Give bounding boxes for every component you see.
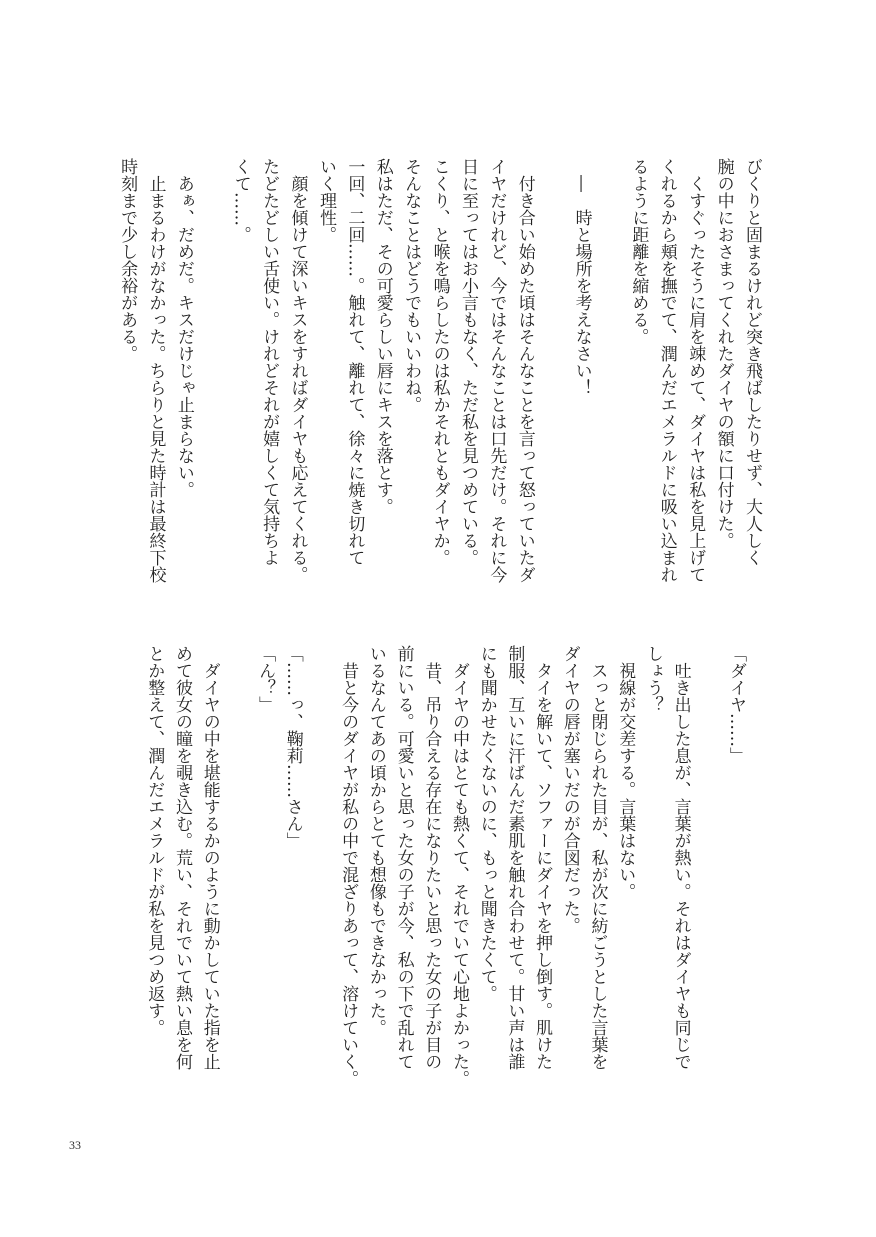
text-column: しょう？ — [642, 645, 663, 713]
text-column: 制服、互いに汗ばんだ素肌を触れ合わせて。甘い声は誰 — [504, 645, 525, 1070]
text-column: 「ん？」 — [255, 645, 276, 713]
text-column: ― 時と場所を考えなさい！ — [571, 158, 592, 396]
text-column: ダイヤの唇が塞いだのが合図だった。 — [559, 645, 580, 934]
text-column: くて……。 — [230, 158, 251, 243]
text-column: 「ダイヤ……」 — [726, 645, 746, 764]
text-column: こくり、と喉を鳴らしたのは私かそれともダイヤか。 — [429, 158, 450, 566]
page-number: 33 — [69, 1138, 81, 1152]
text-column: ダイヤの中はとても熱くて、それでいて心地よかった。 — [448, 645, 469, 1087]
upper-text-block — [113, 158, 766, 598]
text-column: あぁ、だめだ。キスだけじゃ止まらない。 — [173, 158, 194, 498]
text-column: くれるから頬を撫でて、潤んだエメラルドに吸い込まれ — [656, 158, 677, 583]
text-column: とか整えて、潤んだエメラルドが私を見つめ返す。 — [144, 645, 165, 1036]
text-column: 腕の中におさまってくれたダイヤの額に口付けた。 — [713, 158, 734, 549]
text-column: 昔と今のダイヤが私の中で混ざりあって、溶けていく。 — [338, 645, 359, 1087]
text-column: 「……っ、鞠莉……さん」 — [282, 645, 303, 849]
text-column: 視線が交差する。言葉はない。 — [615, 645, 636, 900]
text-column: 止まるわけがなかった。ちらりと見た時計は最終下校 — [145, 158, 166, 583]
text-column: いるなんてあの頃からとても想像もできなかった。 — [365, 645, 386, 1036]
text-column — [223, 645, 251, 1085]
text-column: めて彼女の瞳を覗き込む。荒い、それでいて熱い息を何 — [171, 645, 192, 1070]
text-column: るように距離を縮める。 — [628, 158, 649, 345]
text-column — [198, 158, 226, 598]
text-column: イヤだけれど、今ではそんなことは口先だけ。それに今 — [486, 158, 507, 583]
text-column: そんなことはどうでもいいわね。 — [401, 158, 422, 413]
text-column: タイを解いて、ソファーにダイヤを押し倒す。肌けた — [532, 645, 553, 1070]
text-column: 顔を傾けて深いキスをすればダイヤも応えてくれる。 — [287, 158, 308, 583]
text-column — [539, 158, 567, 598]
text-column: くすぐったそうに肩を竦めて、ダイヤは私を見上げて — [685, 158, 706, 583]
text-column: にも聞かせたくないのに、もっと聞きたくて。 — [476, 645, 497, 1002]
text-column: 私はただ、その可愛らしい唇にキスを落とす。 — [372, 158, 393, 515]
text-column: 前にいる。可愛いと思った女の子が今、私の下で乱れて — [393, 645, 414, 1070]
text-column: いく理性。 — [315, 158, 336, 243]
text-column — [694, 645, 722, 1085]
text-column: 時刻まで少し余裕がある。 — [117, 158, 138, 362]
text-column: ダイヤの中を堪能するかのように動かしていた指を止 — [199, 645, 220, 1070]
text-column — [596, 158, 624, 598]
text-column: 付き合い始めた頃はそんなことを言って怒っていたダ — [514, 158, 535, 583]
text-column: 吐き出した息が、言葉が熱い。それはダイヤも同じで — [670, 645, 691, 1070]
text-column — [306, 645, 334, 1085]
text-column: たどたどしい舌使い。けれどそれが嬉しくて気持ちよ — [259, 158, 280, 566]
text-column: びくりと固まるけれど突き飛ばしたりせず、大人しく — [742, 158, 762, 566]
text-column: 一回、二回……。触れて、離れて、徐々に焼き切れて — [344, 158, 365, 566]
text-column: 昔、吊り合える存在になりたいと思った女の子が目の — [421, 645, 442, 1070]
lower-text-block — [140, 645, 749, 1085]
text-column: スっと閉じられた目が、私が次に紡ごうとした言葉を — [587, 645, 608, 1070]
text-column: 日に至ってはお小言もなく、ただ私を見つめている。 — [457, 158, 478, 566]
